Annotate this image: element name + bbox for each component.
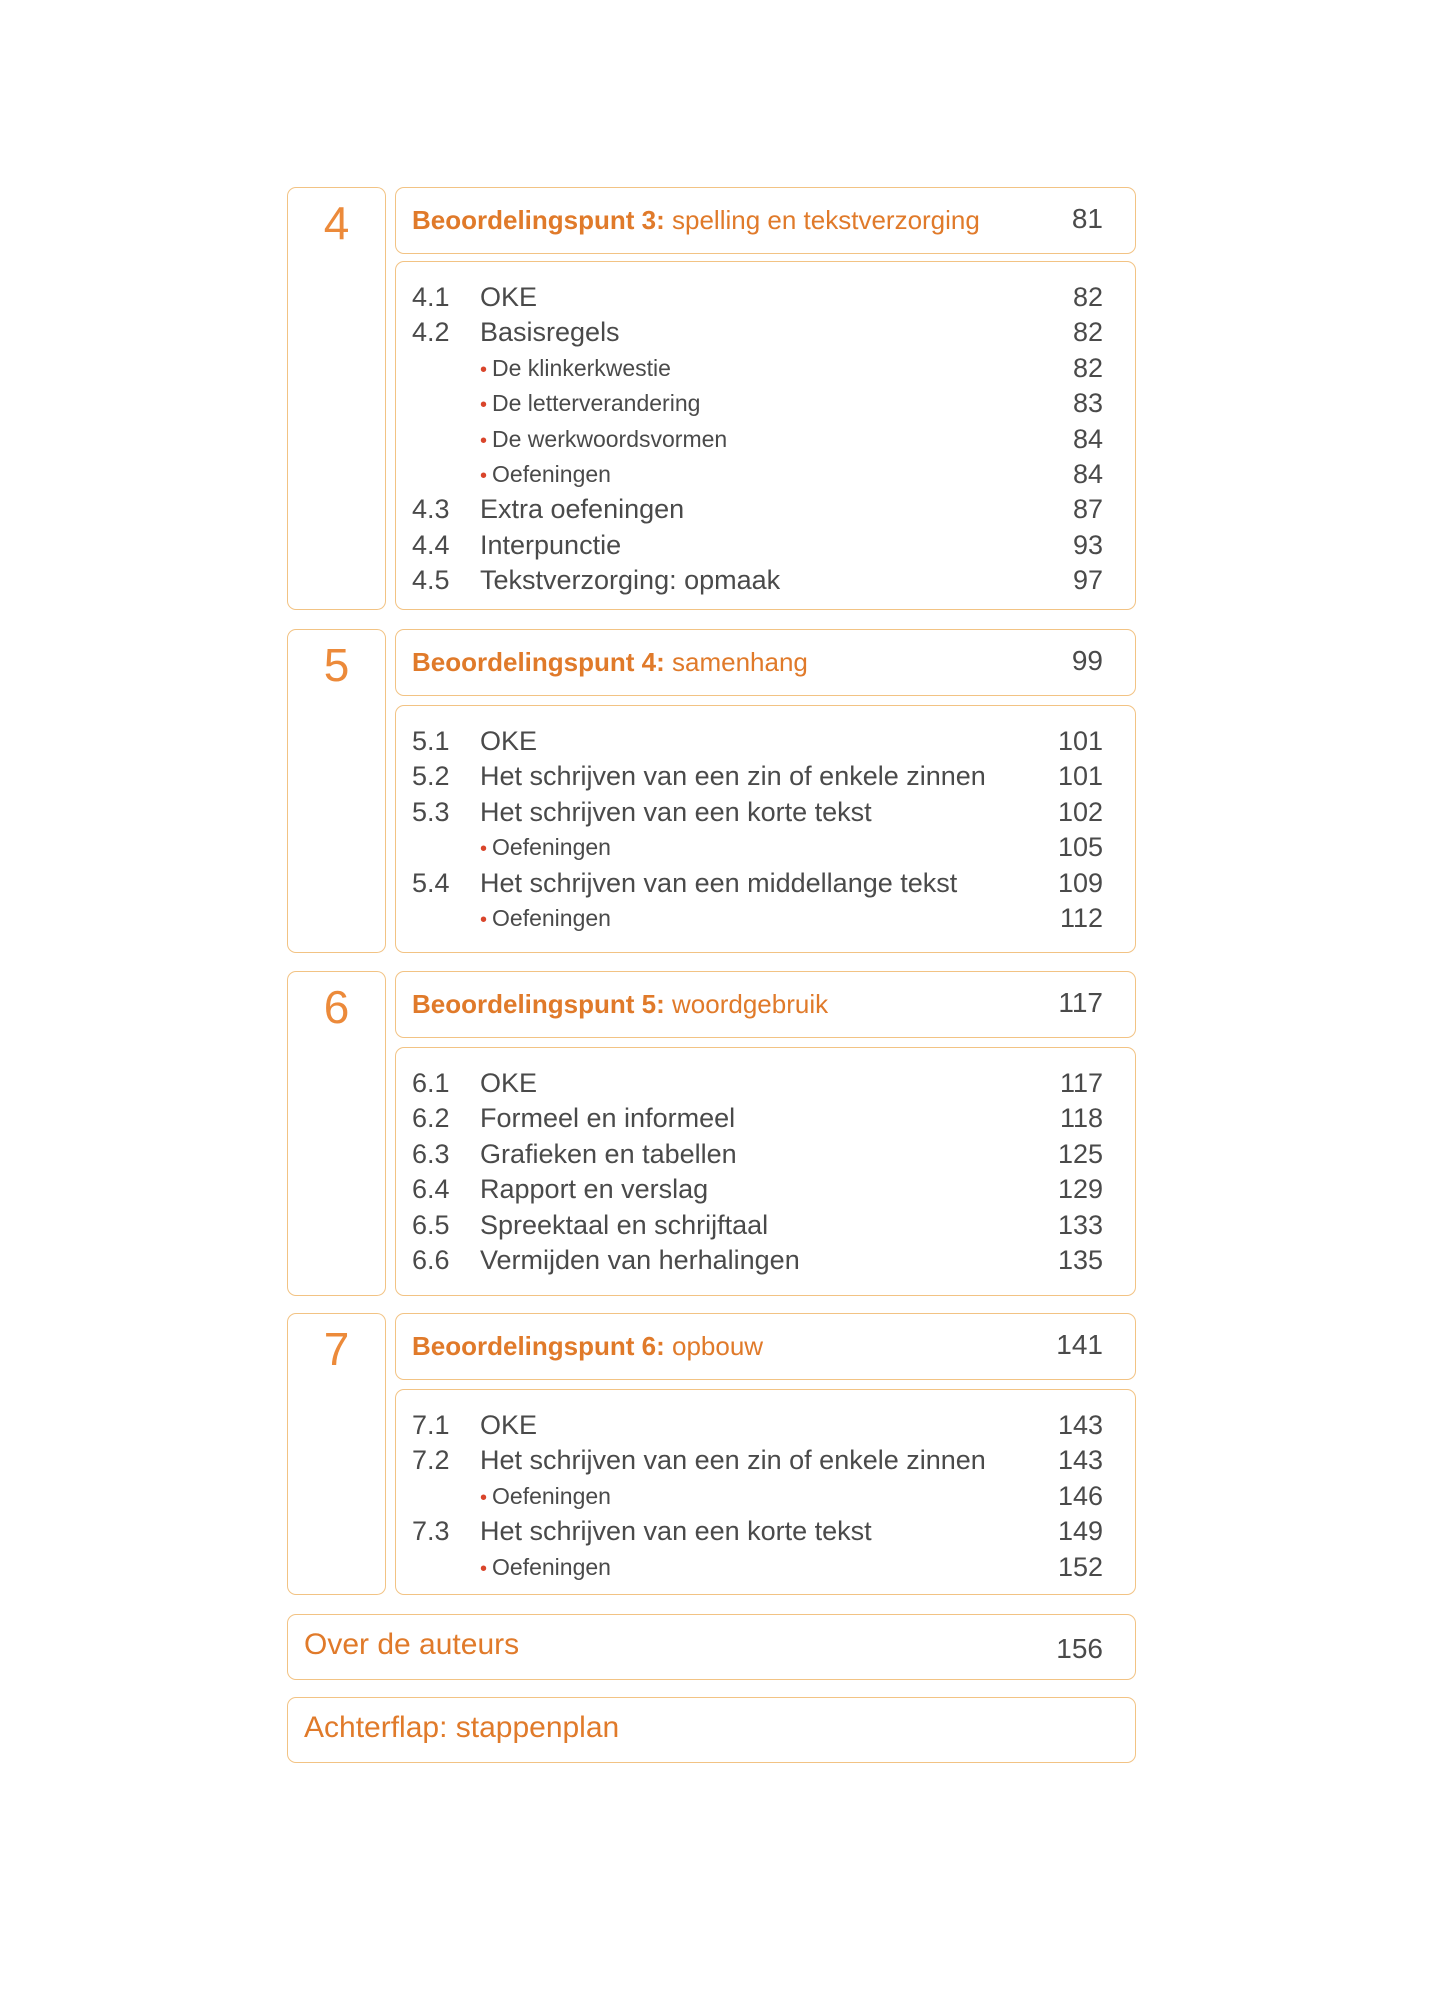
section-title <box>480 795 872 830</box>
chapter-title-rest: spelling en tekstverzorging <box>664 205 980 235</box>
chapter-number-box <box>287 187 386 610</box>
section-title <box>480 1479 611 1516</box>
section-item[interactable] <box>396 795 1135 830</box>
chapter-header[interactable] <box>395 1313 1136 1380</box>
section-number: 5.4 <box>412 867 450 898</box>
section-page: 125 <box>1057 1138 1103 1169</box>
section-title <box>480 830 611 867</box>
subsection-item[interactable] <box>396 422 1135 457</box>
section-title <box>480 1408 537 1443</box>
section-title-text: Het schrijven van een middellange tekst <box>480 867 958 898</box>
section-item[interactable] <box>396 1443 1135 1478</box>
section-title <box>480 724 537 759</box>
section-title <box>480 1550 611 1587</box>
extra-page: 156 <box>1056 1633 1103 1664</box>
section-title <box>480 280 537 315</box>
section-item[interactable] <box>396 528 1135 563</box>
section-title <box>480 1172 708 1207</box>
section-number: 4.2 <box>412 317 450 348</box>
section-title-text: OKE <box>480 1410 538 1440</box>
section-page: 93 <box>1072 529 1103 560</box>
section-title-text: OKE <box>480 726 538 756</box>
subsection-item[interactable] <box>396 351 1135 386</box>
section-item[interactable] <box>396 866 1135 901</box>
section-page: 105 <box>1057 832 1103 863</box>
section-title-text: Oefeningen <box>492 460 611 487</box>
chapter-title-rest: opbouw <box>664 1331 764 1361</box>
chapter-number-box <box>287 629 386 953</box>
chapter-number-box <box>287 1313 386 1595</box>
section-number: 6.1 <box>412 1068 450 1098</box>
section-item[interactable] <box>396 492 1135 527</box>
section-title-text: De klinkerkwestie <box>492 354 671 381</box>
section-title-text: Het schrijven van een zin of enkele zinnen <box>480 1445 986 1476</box>
chapter-sections <box>395 705 1136 953</box>
section-page: 117 <box>1059 1068 1103 1098</box>
chapter-number: 6 <box>323 981 350 1033</box>
section-title-text: Grafieken en tabellen <box>480 1138 737 1169</box>
section-title <box>480 1137 737 1172</box>
section-page: 133 <box>1057 1209 1103 1240</box>
section-title-text: OKE <box>480 282 538 312</box>
chapter-sections <box>395 1047 1136 1296</box>
chapter-number: 5 <box>323 639 350 691</box>
section-number: 6.3 <box>412 1138 450 1169</box>
section-title <box>480 457 611 494</box>
section-title-text: Extra oefeningen <box>480 494 685 525</box>
section-title-text: De werkwoordsvormen <box>492 425 728 452</box>
section-item[interactable] <box>396 759 1135 794</box>
section-title <box>480 1243 800 1278</box>
section-page: 102 <box>1057 796 1103 827</box>
section-title <box>480 351 671 388</box>
section-item[interactable] <box>396 1172 1135 1207</box>
section-number: 5.3 <box>412 796 450 827</box>
section-title-text: Spreektaal en schrijftaal <box>480 1209 769 1240</box>
section-item[interactable] <box>396 1101 1135 1136</box>
chapter-sections <box>395 1389 1136 1595</box>
chapter-page: 141 <box>1056 1329 1103 1360</box>
section-title <box>480 1066 537 1101</box>
chapter-sections <box>395 261 1136 610</box>
chapter-page: 81 <box>1071 203 1103 234</box>
section-item[interactable] <box>396 315 1135 350</box>
section-page: 84 <box>1072 458 1103 489</box>
bullet-icon: • <box>480 394 488 417</box>
section-page: 109 <box>1057 867 1103 898</box>
section-title-text: Rapport en verslag <box>480 1174 709 1205</box>
section-number: 5.2 <box>412 761 450 792</box>
section-item[interactable] <box>396 1408 1135 1443</box>
section-page: 118 <box>1059 1103 1103 1134</box>
section-title <box>480 315 620 350</box>
section-number: 6.6 <box>412 1244 450 1275</box>
section-page: 97 <box>1072 565 1103 596</box>
section-item[interactable] <box>396 1208 1135 1243</box>
section-title-text: Formeel en informeel <box>480 1103 736 1134</box>
subsection-item[interactable] <box>396 1550 1135 1585</box>
section-page: 152 <box>1057 1551 1103 1582</box>
section-page: 84 <box>1072 423 1103 454</box>
section-page: 87 <box>1072 494 1103 525</box>
section-title <box>480 1514 872 1549</box>
section-number: 7.2 <box>412 1445 450 1476</box>
section-item[interactable] <box>396 724 1135 759</box>
section-page: 149 <box>1057 1516 1103 1547</box>
section-page: 83 <box>1072 388 1103 419</box>
bullet-icon: • <box>480 1557 488 1580</box>
section-title <box>480 528 621 563</box>
section-page: 82 <box>1072 352 1103 383</box>
section-title-text: Oefeningen <box>492 1482 611 1509</box>
section-page: 143 <box>1057 1445 1103 1476</box>
section-title-text: Basisregels <box>480 317 620 348</box>
section-number: 4.5 <box>412 565 450 596</box>
section-item[interactable] <box>396 1066 1135 1101</box>
section-title-text: Oefeningen <box>492 834 611 861</box>
section-number: 4.3 <box>412 494 450 525</box>
chapter-title-rest: samenhang <box>664 647 808 677</box>
section-number: 6.4 <box>412 1174 450 1205</box>
section-title-text: Interpunctie <box>480 529 622 560</box>
bullet-icon: • <box>480 908 488 931</box>
chapter-title-rest: woordgebruik <box>664 989 829 1019</box>
section-title <box>480 1443 986 1478</box>
section-title <box>480 866 957 901</box>
section-title <box>480 901 611 938</box>
chapter-header[interactable] <box>395 629 1136 696</box>
chapter-header[interactable] <box>395 971 1136 1038</box>
section-title-text: OKE <box>480 1068 538 1098</box>
bullet-icon: • <box>480 464 488 487</box>
section-title-text: Oefeningen <box>492 1553 611 1580</box>
extra-entry[interactable] <box>287 1697 1136 1763</box>
subsection-item[interactable] <box>396 830 1135 865</box>
subsection-item[interactable] <box>396 901 1135 936</box>
subsection-item[interactable] <box>396 457 1135 492</box>
section-title <box>480 1208 768 1243</box>
section-number: 7.1 <box>412 1410 450 1440</box>
bullet-icon: • <box>480 838 488 861</box>
section-page: 112 <box>1059 902 1103 933</box>
section-page: 82 <box>1072 282 1103 312</box>
section-item[interactable] <box>396 1243 1135 1278</box>
chapter-title-bold: Beoordelingspunt 6: <box>412 1331 665 1361</box>
section-page: 129 <box>1057 1174 1103 1205</box>
section-title-text: Tekstverzorging: opmaak <box>480 565 781 596</box>
bullet-icon: • <box>480 358 488 381</box>
extra-entry[interactable] <box>287 1614 1136 1680</box>
section-title <box>480 386 700 423</box>
chapter-number-box <box>287 971 386 1296</box>
extra-title: Over de auteurs <box>304 1628 520 1661</box>
bullet-icon: • <box>480 429 488 452</box>
section-item[interactable] <box>396 1137 1135 1172</box>
section-number: 7.3 <box>412 1516 450 1547</box>
section-item[interactable] <box>396 563 1135 598</box>
subsection-item[interactable] <box>396 386 1135 421</box>
section-title <box>480 1101 735 1136</box>
section-page: 82 <box>1072 317 1103 348</box>
section-title-text: Oefeningen <box>492 904 611 931</box>
chapter-page: 99 <box>1071 645 1103 676</box>
section-title <box>480 492 684 527</box>
section-title-text: De letterverandering <box>492 390 701 417</box>
chapter-title <box>412 647 808 678</box>
chapter-number: 4 <box>323 197 350 249</box>
chapter-title-bold: Beoordelingspunt 5: <box>412 989 665 1019</box>
section-title-text: Het schrijven van een korte tekst <box>480 796 872 827</box>
section-page: 146 <box>1057 1480 1103 1511</box>
chapter-page: 117 <box>1058 987 1103 1018</box>
section-page: 135 <box>1057 1244 1103 1275</box>
section-title-text: Het schrijven van een korte tekst <box>480 1516 872 1547</box>
section-title <box>480 759 986 794</box>
chapter-title <box>412 989 828 1020</box>
extra-title: Achterflap: stappenplan <box>304 1711 620 1744</box>
section-number: 6.5 <box>412 1209 450 1240</box>
section-title-text: Het schrijven van een zin of enkele zinnen <box>480 761 986 792</box>
section-number: 5.1 <box>412 726 450 756</box>
section-page: 143 <box>1057 1410 1103 1440</box>
section-number: 4.1 <box>412 282 450 312</box>
chapter-title <box>412 205 980 236</box>
section-number: 4.4 <box>412 529 450 560</box>
section-title <box>480 422 727 459</box>
section-item[interactable] <box>396 280 1135 315</box>
subsection-item[interactable] <box>396 1479 1135 1514</box>
bullet-icon: • <box>480 1486 488 1509</box>
chapter-number: 7 <box>323 1323 350 1375</box>
section-title <box>480 563 780 598</box>
section-page: 101 <box>1057 726 1103 756</box>
chapter-title-bold: Beoordelingspunt 3: <box>412 205 665 235</box>
section-page: 101 <box>1057 761 1103 792</box>
chapter-title-bold: Beoordelingspunt 4: <box>412 647 665 677</box>
chapter-title <box>412 1331 763 1362</box>
section-title-text: Vermijden van herhalingen <box>480 1244 800 1275</box>
section-item[interactable] <box>396 1514 1135 1549</box>
section-number: 6.2 <box>412 1103 450 1134</box>
chapter-header[interactable] <box>395 187 1136 254</box>
